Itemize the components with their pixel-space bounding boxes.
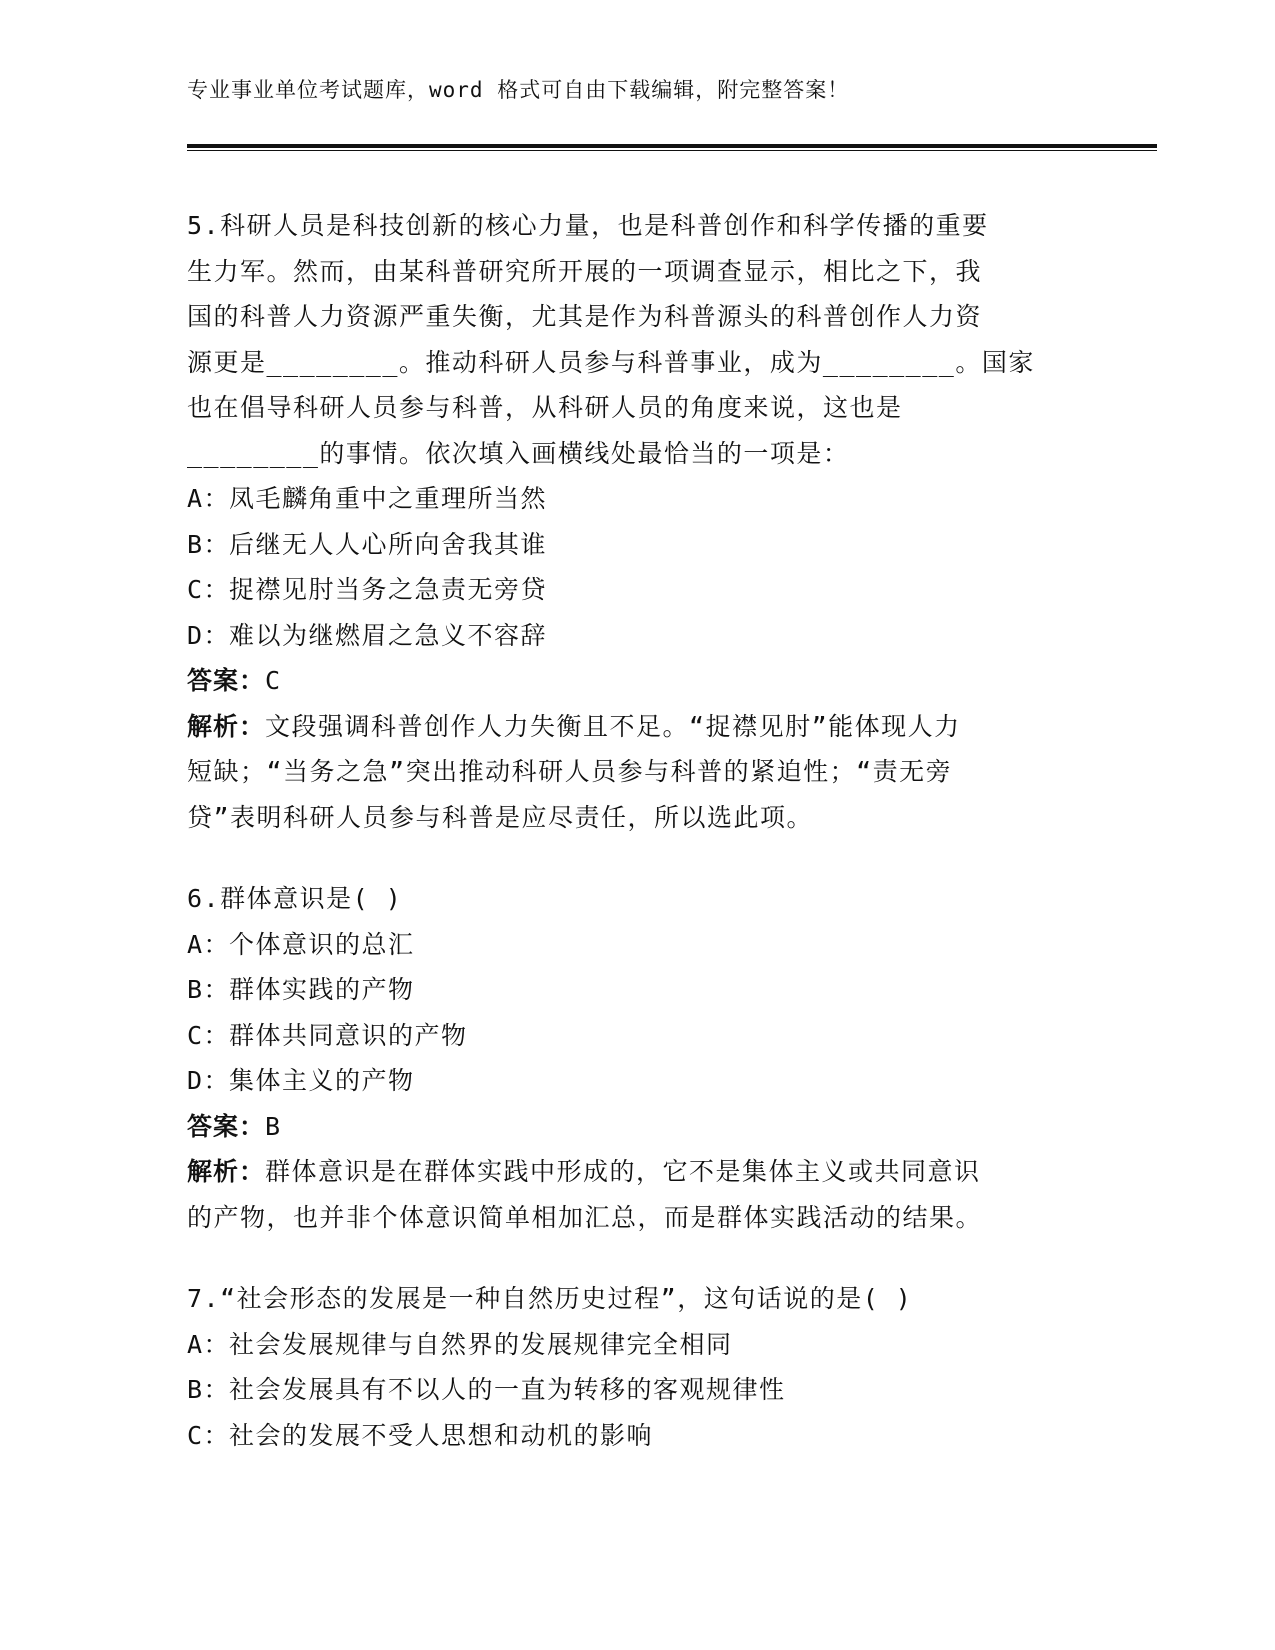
answer-label: 答案： bbox=[187, 1111, 266, 1141]
option-letter: A： bbox=[187, 929, 231, 959]
option-c bbox=[187, 1013, 1067, 1059]
analysis-line: 短缺；“当务之急”突出推动科研人员参与科普的紧迫性；“责无旁 bbox=[187, 757, 953, 786]
answer-value: B bbox=[265, 1111, 282, 1141]
option-text: 群体实践的产物 bbox=[229, 975, 415, 1004]
option-text: 捉襟见肘当务之急责无旁贷 bbox=[229, 575, 548, 604]
option-letter: B： bbox=[187, 975, 231, 1004]
option-b bbox=[187, 967, 1067, 1013]
option-letter: A： bbox=[187, 1329, 231, 1359]
answer-line bbox=[187, 1104, 1067, 1150]
option-text: 难以为继燃眉之急义不容辞 bbox=[229, 620, 548, 650]
analysis-label: 解析： bbox=[187, 1157, 266, 1186]
question-stem-line: 7.“社会形态的发展是一种自然历史过程”，这句话说的是( ) bbox=[187, 1284, 913, 1313]
question-stem-line: 生力军。然而，由某科普研究所开展的一项调查显示，相比之下，我 bbox=[187, 256, 983, 286]
option-text: 集体主义的产物 bbox=[229, 1066, 415, 1095]
question-stem-line: 国的科普人力资源严重失衡，尤其是作为科普源头的科普创作人力资 bbox=[187, 302, 983, 331]
option-letter: C： bbox=[187, 575, 231, 604]
document-body bbox=[187, 203, 1067, 1494]
question-6 bbox=[187, 876, 1067, 1240]
option-text: 个体意识的总汇 bbox=[229, 929, 415, 959]
analysis-line: 的产物，也并非个体意识简单相加汇总，而是群体实践活动的结果。 bbox=[187, 1202, 983, 1232]
option-letter: C： bbox=[187, 1020, 231, 1050]
option-text: 社会发展具有不以人的一直为转移的客观规律性 bbox=[229, 1375, 786, 1404]
option-letter: B： bbox=[187, 529, 231, 559]
question-stem-line: 5.科研人员是科技创新的核心力量，也是科普创作和科学传播的重要 bbox=[187, 211, 989, 240]
question-stem-line: 6.群体意识是( ) bbox=[187, 884, 403, 913]
option-text: 凤毛麟角重中之重理所当然 bbox=[229, 484, 548, 513]
answer-label: 答案： bbox=[187, 666, 266, 695]
option-d bbox=[187, 1058, 1067, 1104]
analysis-line bbox=[187, 704, 1067, 750]
analysis-text: 群体意识是在群体实践中形成的，它不是集体主义或共同意识 bbox=[265, 1157, 981, 1186]
question-7 bbox=[187, 1276, 1067, 1458]
option-a bbox=[187, 922, 1067, 968]
question-5 bbox=[187, 203, 1067, 840]
option-a bbox=[187, 476, 1067, 522]
option-c bbox=[187, 567, 1067, 613]
option-letter: B： bbox=[187, 1375, 231, 1404]
analysis-line bbox=[187, 1149, 1067, 1195]
analysis-text: 文段强调科普创作人力失衡且不足。“捉襟见肘”能体现人力 bbox=[265, 711, 961, 741]
answer-value: C bbox=[265, 666, 282, 695]
question-stem-line: 也在倡导科研人员参与科普，从科研人员的角度来说，这也是 bbox=[187, 393, 903, 422]
question-stem-line: ________的事情。依次填入画横线处最恰当的一项是： bbox=[187, 438, 850, 468]
option-text: 后继无人人心所向舍我其谁 bbox=[229, 529, 548, 559]
analysis-label: 解析： bbox=[187, 711, 266, 741]
answer-line bbox=[187, 658, 1067, 704]
header-rule-thin bbox=[187, 150, 1157, 151]
option-letter: C： bbox=[187, 1420, 231, 1450]
option-b bbox=[187, 522, 1067, 568]
option-b bbox=[187, 1367, 1067, 1413]
question-stem-line: 源更是________。推动科研人员参与科普事业，成为________。国家 bbox=[187, 347, 1035, 377]
header-rule-thick bbox=[187, 144, 1157, 148]
option-letter: A： bbox=[187, 484, 231, 513]
option-text: 群体共同意识的产物 bbox=[229, 1020, 468, 1050]
option-c bbox=[187, 1413, 1067, 1459]
option-text: 社会的发展不受人思想和动机的影响 bbox=[229, 1420, 654, 1450]
option-letter: D： bbox=[187, 620, 231, 650]
analysis-line: 贷”表明科研人员参与科普是应尽责任，所以选此项。 bbox=[187, 802, 814, 832]
option-letter: D： bbox=[187, 1066, 231, 1095]
option-text: 社会发展规律与自然界的发展规律完全相同 bbox=[229, 1329, 733, 1359]
page-header: 专业事业单位考试题库，word 格式可自由下载编辑，附完整答案！ bbox=[187, 78, 850, 102]
option-d bbox=[187, 613, 1067, 659]
option-a bbox=[187, 1322, 1067, 1368]
